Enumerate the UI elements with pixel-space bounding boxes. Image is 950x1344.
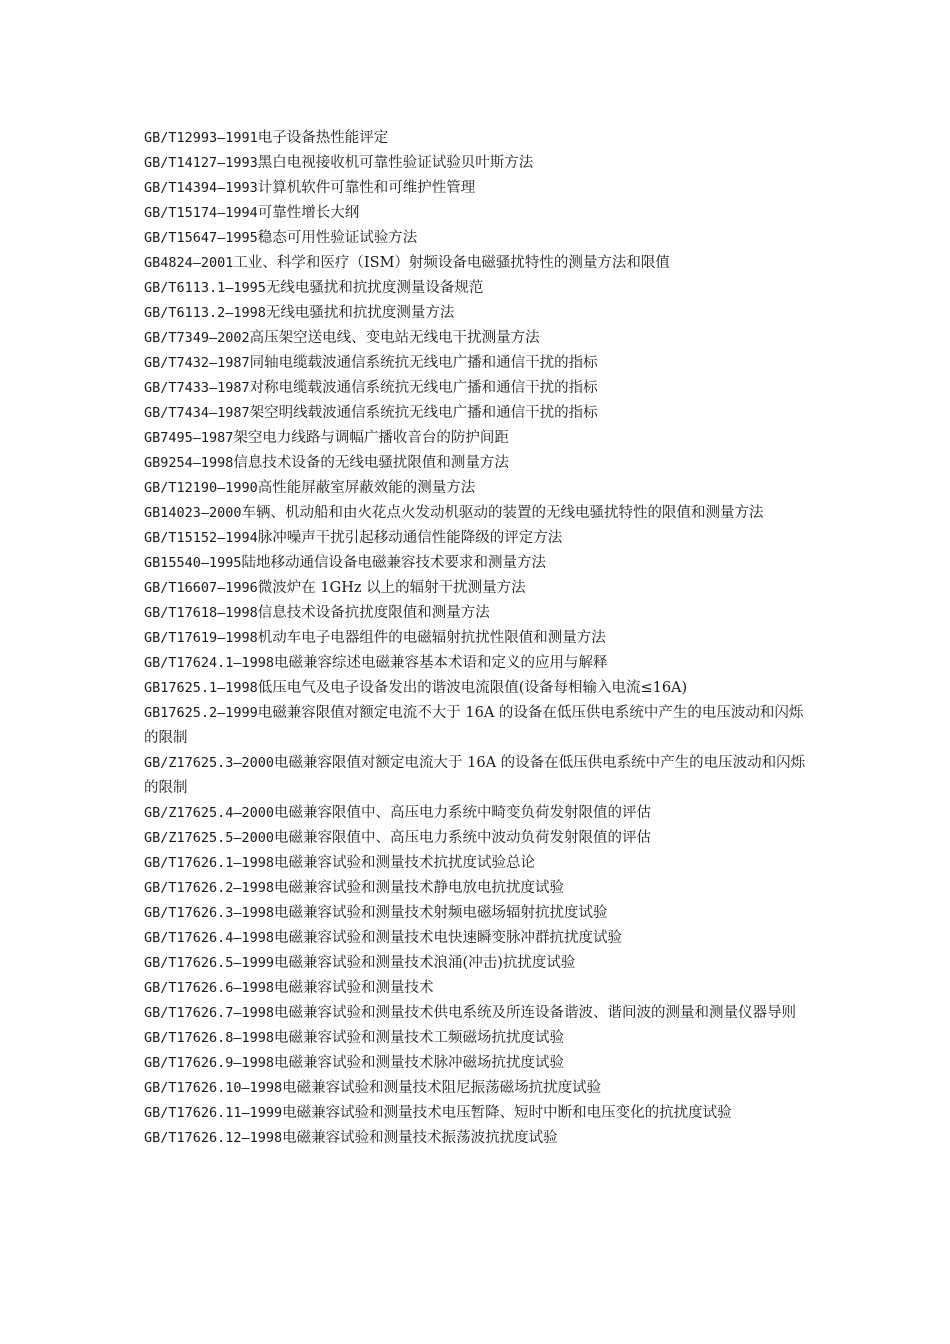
standard-code: GB4824—2001 bbox=[144, 255, 234, 271]
standard-code: GB/T17626.10—1998 bbox=[144, 1080, 283, 1096]
standard-entry bbox=[144, 876, 809, 901]
standard-entry bbox=[144, 526, 809, 551]
standard-entry bbox=[144, 126, 809, 151]
standard-code: GB/Z17625.5—2000 bbox=[144, 830, 275, 846]
standard-code: GB/T17626.5—1999 bbox=[144, 955, 275, 971]
standard-entry bbox=[144, 501, 809, 526]
standard-entry bbox=[144, 151, 809, 176]
standard-entry bbox=[144, 626, 809, 651]
standard-entry bbox=[144, 1051, 809, 1076]
standard-entry bbox=[144, 1001, 809, 1026]
standard-code: GB/T7432—1987 bbox=[144, 355, 250, 371]
standard-code: GB/T12190—1990 bbox=[144, 480, 258, 496]
standard-entry bbox=[144, 1076, 809, 1101]
standard-title: 信息技术设备的无线电骚扰限值和测量方法 bbox=[233, 455, 509, 471]
standard-title: 电磁兼容试验和测量技术射频电磁场辐射抗扰度试验 bbox=[274, 905, 608, 921]
standard-title: 电磁兼容试验和测量技术静电放电抗扰度试验 bbox=[274, 880, 565, 896]
standard-title: 电磁兼容试验和测量技术 bbox=[274, 980, 434, 996]
standard-code: GB17625.2—1999 bbox=[144, 705, 258, 721]
standard-entry bbox=[144, 676, 809, 701]
standard-code: GB/T17626.4—1998 bbox=[144, 930, 275, 946]
standard-code: GB/T17626.2—1998 bbox=[144, 880, 275, 896]
standard-entry bbox=[144, 276, 809, 301]
standard-title: 微波炉在 1GHz 以上的辐射干扰测量方法 bbox=[257, 580, 526, 596]
standard-title: 机动车电子电器组件的电磁辐射抗扰性限值和测量方法 bbox=[257, 630, 606, 646]
standard-entry bbox=[144, 901, 809, 926]
standard-title: 信息技术设备抗扰度限值和测量方法 bbox=[257, 605, 490, 621]
standard-code: GB/T12993—1991 bbox=[144, 130, 258, 146]
standard-entry bbox=[144, 601, 809, 626]
standard-title: 电磁兼容限值对额定电流大于 16A 的设备在低压供电系统中产生的电压波动和闪烁的限制 bbox=[144, 755, 806, 796]
standard-entry bbox=[144, 226, 809, 251]
standard-title: 计算机软件可靠性和可维护性管理 bbox=[257, 180, 476, 196]
standard-code: GB7495—1987 bbox=[144, 430, 234, 446]
standard-code: GB/T7434—1987 bbox=[144, 405, 250, 421]
standard-entry bbox=[144, 301, 809, 326]
standard-title: 陆地移动通信设备电磁兼容技术要求和测量方法 bbox=[241, 555, 547, 571]
standard-code: GB/T17626.9—1998 bbox=[144, 1055, 275, 1071]
standard-code: GB/T17626.8—1998 bbox=[144, 1030, 275, 1046]
standard-entry bbox=[144, 326, 809, 351]
standard-title: 黑白电视接收机可靠性验证试验贝叶斯方法 bbox=[257, 155, 534, 171]
standard-title: 脉冲噪声干扰引起移动通信性能降级的评定方法 bbox=[257, 530, 563, 546]
standard-entry bbox=[144, 651, 809, 676]
standard-code: GB17625.1—1998 bbox=[144, 680, 258, 696]
standard-entry bbox=[144, 976, 809, 1001]
standard-entry bbox=[144, 551, 809, 576]
standard-entry bbox=[144, 176, 809, 201]
standard-entry bbox=[144, 926, 809, 951]
standards-list bbox=[144, 126, 809, 1151]
standard-code: GB/T6113.2—1998 bbox=[144, 305, 266, 321]
standard-code: GB15540—1995 bbox=[144, 555, 242, 571]
standard-title: 低压电气及电子设备发出的谐波电流限值(设备每相输入电流≤16A) bbox=[257, 680, 688, 696]
standard-code: GB/T14394—1993 bbox=[144, 180, 258, 196]
standard-entry bbox=[144, 701, 809, 751]
standard-entry bbox=[144, 1101, 809, 1126]
standard-title: 对称电缆载波通信系统抗无线电广播和通信干扰的指标 bbox=[249, 380, 598, 396]
standard-entry bbox=[144, 201, 809, 226]
standard-title: 架空电力线路与调幅广播收音台的防护间距 bbox=[233, 430, 509, 446]
standard-code: GB/T7349—2002 bbox=[144, 330, 250, 346]
standard-title: 工业、科学和医疗（ISM）射频设备电磁骚扰特性的测量方法和限值 bbox=[233, 255, 670, 271]
standard-entry bbox=[144, 476, 809, 501]
standard-entry bbox=[144, 351, 809, 376]
standard-title: 可靠性增长大纲 bbox=[257, 205, 360, 221]
standard-title: 电磁兼容试验和测量技术工频磁场抗扰度试验 bbox=[274, 1030, 565, 1046]
standard-code: GB/T15152—1994 bbox=[144, 530, 258, 546]
standard-title: 电子设备热性能评定 bbox=[257, 130, 389, 146]
standard-code: GB/T6113.1—1995 bbox=[144, 280, 266, 296]
standard-code: GB/Z17625.3—2000 bbox=[144, 755, 275, 771]
standard-title: 电磁兼容限值中、高压电力系统中畸变负荷发射限值的评估 bbox=[274, 805, 652, 821]
standard-title: 电磁兼容试验和测量技术供电系统及所连设备谐波、谐间波的测量和测量仪器导则 bbox=[274, 1005, 797, 1021]
standard-code: GB/T17626.12—1998 bbox=[144, 1130, 283, 1146]
standard-entry bbox=[144, 801, 809, 826]
standard-title: 高性能屏蔽室屏蔽效能的测量方法 bbox=[257, 480, 476, 496]
standard-code: GB/T17618—1998 bbox=[144, 605, 258, 621]
standard-code: GB14023—2000 bbox=[144, 505, 242, 521]
standard-title: 电磁兼容试验和测量技术电快速瞬变脉冲群抗扰度试验 bbox=[274, 930, 623, 946]
standard-entry bbox=[144, 376, 809, 401]
standard-title: 电磁兼容试验和测量技术阻尼振荡磁场抗扰度试验 bbox=[282, 1080, 602, 1096]
standard-code: GB/T17626.3—1998 bbox=[144, 905, 275, 921]
standard-code: GB/T17626.1—1998 bbox=[144, 855, 275, 871]
standard-title: 电磁兼容综述电磁兼容基本术语和定义的应用与解释 bbox=[274, 655, 608, 671]
standard-title: 电磁兼容试验和测量技术振荡波抗扰度试验 bbox=[282, 1130, 558, 1146]
standard-title: 无线电骚扰和抗扰度测量方法 bbox=[265, 305, 455, 321]
standard-title: 电磁兼容试验和测量技术浪涌(冲击)抗扰度试验 bbox=[274, 955, 576, 971]
standard-code: GB/T15174—1994 bbox=[144, 205, 258, 221]
standard-title: 电磁兼容限值中、高压电力系统中波动负荷发射限值的评估 bbox=[274, 830, 652, 846]
standard-code: GB/T7433—1987 bbox=[144, 380, 250, 396]
standard-code: GB/T15647—1995 bbox=[144, 230, 258, 246]
standard-entry bbox=[144, 426, 809, 451]
standard-code: GB/T17619—1998 bbox=[144, 630, 258, 646]
standard-entry bbox=[144, 851, 809, 876]
standard-code: GB/T17626.6—1998 bbox=[144, 980, 275, 996]
standard-title: 车辆、机动船和由火花点火发动机驱动的装置的无线电骚扰特性的限值和测量方法 bbox=[241, 505, 764, 521]
standard-code: GB/Z17625.4—2000 bbox=[144, 805, 275, 821]
standard-title: 电磁兼容限值对额定电流不大于 16A 的设备在低压供电系统中产生的电压波动和闪烁的限制 bbox=[144, 705, 804, 746]
standard-entry bbox=[144, 1126, 809, 1151]
standard-entry bbox=[144, 826, 809, 851]
standard-entry bbox=[144, 751, 809, 801]
standard-title: 稳态可用性验证试验方法 bbox=[257, 230, 418, 246]
standard-code: GB/T14127—1993 bbox=[144, 155, 258, 171]
standard-title: 无线电骚扰和抗扰度测量设备规范 bbox=[265, 280, 484, 296]
standard-entry bbox=[144, 951, 809, 976]
standard-title: 电磁兼容试验和测量技术电压暂降、短时中断和电压变化的抗扰度试验 bbox=[282, 1105, 732, 1121]
standard-title: 同轴电缆载波通信系统抗无线电广播和通信干扰的指标 bbox=[249, 355, 598, 371]
standard-code: GB/T16607—1996 bbox=[144, 580, 258, 596]
standard-entry bbox=[144, 1026, 809, 1051]
standard-code: GB/T17626.7—1998 bbox=[144, 1005, 275, 1021]
standard-code: GB9254—1998 bbox=[144, 455, 234, 471]
standard-entry bbox=[144, 401, 809, 426]
standard-entry bbox=[144, 576, 809, 601]
standard-code: GB/T17624.1—1998 bbox=[144, 655, 275, 671]
standard-title: 电磁兼容试验和测量技术抗扰度试验总论 bbox=[274, 855, 536, 871]
standard-title: 高压架空送电线、变电站无线电干扰测量方法 bbox=[249, 330, 540, 346]
standard-code: GB/T17626.11—1999 bbox=[144, 1105, 283, 1121]
standard-title: 电磁兼容试验和测量技术脉冲磁场抗扰度试验 bbox=[274, 1055, 565, 1071]
standard-entry bbox=[144, 251, 809, 276]
standard-title: 架空明线载波通信系统抗无线电广播和通信干扰的指标 bbox=[249, 405, 598, 421]
standard-entry bbox=[144, 451, 809, 476]
